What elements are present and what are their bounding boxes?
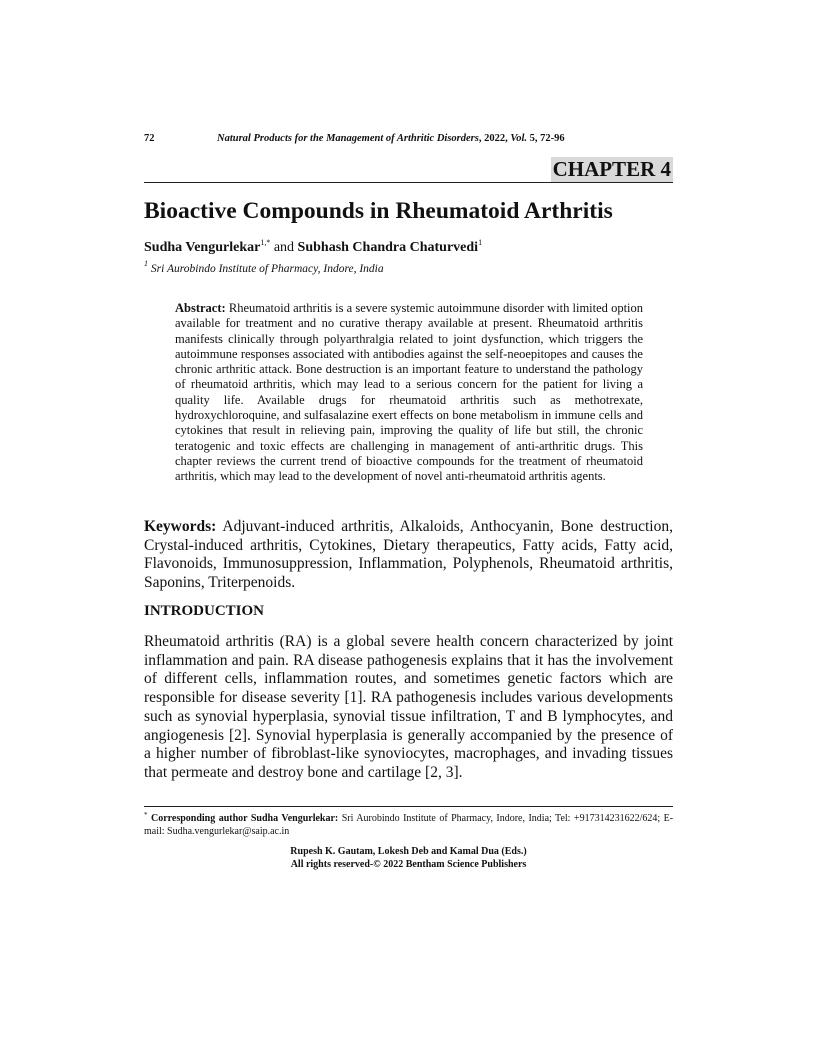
keywords: [144, 518, 673, 593]
publisher-block: [144, 846, 673, 871]
header-rule: [144, 182, 673, 183]
journal-year: 2022: [484, 133, 506, 144]
volume-number: 5: [529, 133, 535, 144]
footnote-rule: [144, 806, 673, 807]
abstract-text: Rheumatoid arthritis is a severe systemic autoimmune disorder with limited option available for treatment and no curative therapy available at present. Rheumatoid arthritis manifests clinically through polyarthralgia related to joint dysfunction, which triggers the autoimmune responses associated with antibodies against the self-neoepitopes and causes the chronic arthritic attack. Bone destruction is an important feature to understand the pathology of rheumatoid arthritis, which may lead to a serious concern for the patient for living a quality life. Available drugs for rheumatoid arthritis such as methotrexate, hydroxychloroquine, and sulfasalazine exert effects on bone metabolism in immune cells and cytokines that result in relieving pain, improving the quality of life but still, the chronic teratogenic and toxic effects are challenging in management of anti-arthritic drugs. This chapter reviews the current trend of bioactive compounds for the treatment of rheumatoid arthritis, which may lead to the development of novel anti-rheumatoid arthritis agents.: [175, 301, 644, 484]
page-range: 72-96: [540, 133, 565, 144]
keywords-label: Keywords:: [144, 518, 217, 535]
affiliation-mark: 1: [144, 259, 148, 268]
section-heading-introduction: INTRODUCTION: [144, 603, 265, 619]
author-list: [144, 238, 482, 256]
footnote-label: Corresponding author Sudha Vengurlekar:: [150, 813, 339, 824]
footnote-text: Sri Aurobindo Institute of Pharmacy, Indore, India; Tel: +917314231622/624; E-mail: Sudha.vengurlekar@saip.ac.in: [144, 813, 674, 837]
author-name: Sudha Vengurlekar: [144, 240, 261, 255]
abstract: [175, 301, 643, 485]
introduction-paragraph: Rheumatoid arthritis (RA) is a global severe health concern characterized by joint inflammation and pain. RA disease pathogenesis explains that it has the involvement of different cells, inflammation routes, and sometimes genetic factors which are responsible for disease severity [1]. RA pathogenesis includes various developments such as synovial hyperplasia, synovial tissue infiltration, T and B lymphocytes, and angiogenesis [2]. Synovial hyperplasia is generally accompanied by the presence of a higher number of fibroblast-like synoviocytes, macrophages, and invading tissues that permeate and destroy bone and cartilage [2, 3].: [144, 633, 673, 781]
volume-label: Vol.: [510, 133, 527, 144]
author-conjunction: and: [273, 240, 295, 255]
abstract-label: Abstract:: [175, 301, 226, 315]
journal-citation: Natural Products for the Management of Arthritic Disorders, 2022, Vol. 5, 72-96: [217, 133, 565, 144]
affiliation: [144, 259, 384, 275]
chapter-title: Bioactive Compounds in Rheumatoid Arthritis: [144, 198, 613, 224]
chapter-label: CHAPTER 4: [552, 157, 671, 181]
footnote-mark: *: [144, 811, 148, 819]
footnote: [144, 809, 673, 838]
author-affiliation-mark: 1,*: [260, 238, 271, 247]
author-affiliation-mark: 1: [478, 238, 483, 247]
affiliation-text: Sri Aurobindo Institute of Pharmacy, Indore, India: [150, 263, 384, 275]
keywords-text: Adjuvant-induced arthritis, Alkaloids, Anthocyanin, Bone destruction, Crystal-induced arthritis, Cytokines, Dietary therapeutics, Fatty acids, Fatty acid, Flavonoids, Immunosuppression, Inflammation, Polyphenols, Rheumatoid arthritis, Saponins, Triterpenoids.: [144, 518, 673, 592]
editors-line: Rupesh K. Gautam, Lokesh Deb and Kamal Dua (Eds.): [290, 846, 527, 857]
copyright-line: All rights reserved-© 2022 Bentham Science Publishers: [290, 858, 527, 870]
author-name: Subhash Chandra Chaturvedi: [297, 240, 479, 255]
page-number: 72: [144, 133, 155, 144]
journal-title: Natural Products for the Management of Arthritic Disorders: [217, 133, 479, 144]
